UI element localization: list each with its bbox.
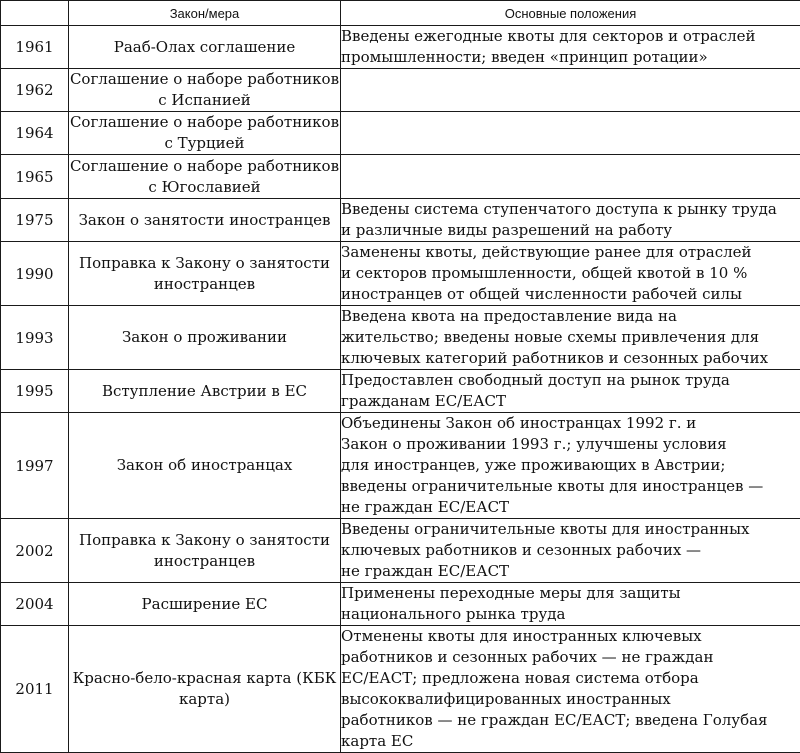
year-cell: 1975	[1, 199, 69, 242]
year-cell: 2011	[1, 626, 69, 753]
law-cell: Вступление Австрии в ЕС	[69, 370, 341, 413]
positions-cell	[341, 69, 800, 112]
positions-cell: Предоставлен свободный доступ на рынок труда гражданам ЕС/ЕАСТ	[341, 370, 800, 413]
year-cell: 2002	[1, 519, 69, 583]
law-cell: Рааб-Олах соглашение	[69, 26, 341, 69]
table-row	[1, 199, 800, 242]
positions-cell: Заменены квоты, действующие ранее для отраслей и секторов промышленности, общей квотой в 10 % иностранцев от общей численности рабочей силы	[341, 242, 800, 306]
positions-cell	[341, 155, 800, 199]
year-cell: 1993	[1, 306, 69, 370]
positions-cell: Введены система ступенчатого доступа к рынку труда и различные виды разрешений на работу	[341, 199, 800, 242]
law-cell: Расширение ЕС	[69, 583, 341, 626]
table-row	[1, 69, 800, 112]
header-year	[1, 1, 69, 26]
year-cell: 1995	[1, 370, 69, 413]
table-row	[1, 519, 800, 583]
table-row	[1, 626, 800, 753]
table-row	[1, 242, 800, 306]
table-row	[1, 112, 800, 155]
year-cell: 1997	[1, 413, 69, 519]
year-cell: 2004	[1, 583, 69, 626]
table-body	[1, 26, 800, 753]
year-cell: 1990	[1, 242, 69, 306]
positions-cell: Введены ограничительные квоты для иностранных ключевых работников и сезонных рабочих — не граждан ЕС/ЕАСТ	[341, 519, 800, 583]
table-row	[1, 155, 800, 199]
table-row	[1, 583, 800, 626]
law-cell: Поправка к Закону о занятости иностранцев	[69, 519, 341, 583]
year-cell: 1964	[1, 112, 69, 155]
header-positions: Основные положения	[341, 1, 800, 26]
positions-cell: Введена квота на предоставление вида на жительство; введены новые схемы привлечения для ключевых категорий работников и сезонных рабочих	[341, 306, 800, 370]
table-row	[1, 413, 800, 519]
year-cell: 1961	[1, 26, 69, 69]
law-cell: Красно-бело-красная карта (КБК карта)	[69, 626, 341, 753]
header-row	[1, 1, 800, 26]
law-cell: Закон об иностранцах	[69, 413, 341, 519]
positions-cell: Объединены Закон об иностранцах 1992 г. и Закон о проживании 1993 г.; улучшены условия для иностранцев, уже проживающих в Австрии; введены ограничительные квоты для иностранцев — не граждан ЕС/ЕАСТ	[341, 413, 800, 519]
law-cell: Закон о занятости иностранцев	[69, 199, 341, 242]
law-cell: Соглашение о наборе работников с Испанией	[69, 69, 341, 112]
table-row	[1, 370, 800, 413]
header-law: Закон/мера	[69, 1, 341, 26]
year-cell: 1962	[1, 69, 69, 112]
table-row	[1, 306, 800, 370]
positions-cell: Применены переходные меры для защиты национального рынка труда	[341, 583, 800, 626]
law-cell: Соглашение о наборе работников с Югославией	[69, 155, 341, 199]
law-cell: Поправка к Закону о занятости иностранцев	[69, 242, 341, 306]
table-row	[1, 26, 800, 69]
positions-cell	[341, 112, 800, 155]
law-cell: Закон о проживании	[69, 306, 341, 370]
law-cell: Соглашение о наборе работников с Турцией	[69, 112, 341, 155]
year-cell: 1965	[1, 155, 69, 199]
positions-cell: Отменены квоты для иностранных ключевых работников и сезонных рабочих — не граждан ЕС/ЕАСТ; предложена новая система отбора высококвалифицированных иностранных работников — не граждан ЕС/ЕАСТ; введена Голубая карта ЕС	[341, 626, 800, 753]
positions-cell: Введены ежегодные квоты для секторов и отраслей промышленности; введен «принцип ротации»	[341, 26, 800, 69]
table-header	[1, 1, 800, 26]
